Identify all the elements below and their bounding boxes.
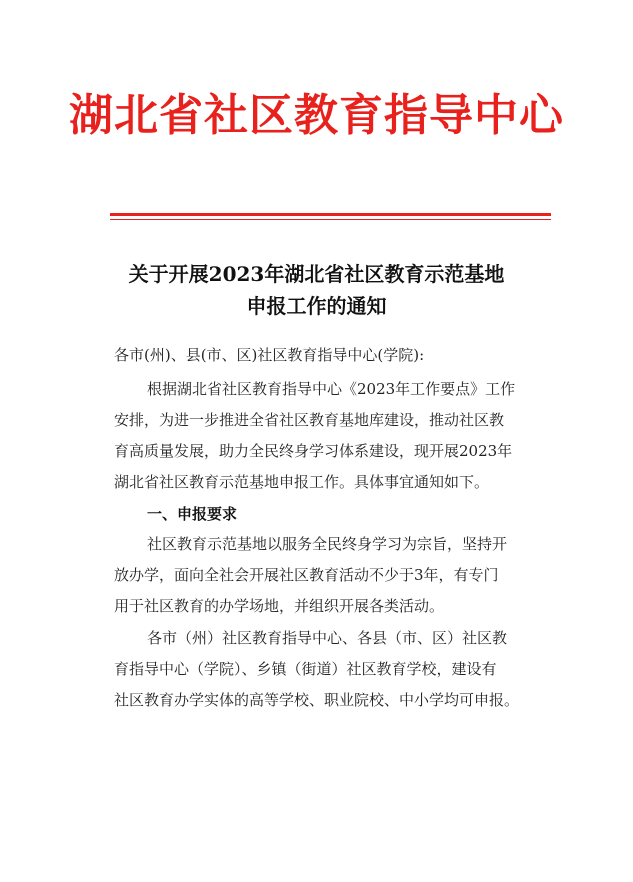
para2-line-1: 各市（州）社区教育指导中心、各县（市、区）社区教 — [147, 629, 508, 647]
intro-line-1: 根据湖北省社区教育指导中心《2023年工作要点》工作 — [147, 380, 516, 398]
notice-title-line-1: 关于开展2023年湖北省社区教育示范基地 — [128, 262, 505, 286]
intro-line-2: 安排，为进一步推进全省社区教育基地库建设，推动社区教 — [114, 411, 505, 429]
notice-title-line-2: 申报工作的通知 — [246, 294, 387, 318]
para2-line-3: 社区教育办学实体的高等学校、职业院校、中小学均可申报。 — [114, 691, 520, 709]
intro-line-3: 育高质量发展，助力全民终身学习体系建设，现开展2023年 — [114, 442, 513, 460]
para1-line-3: 用于社区教育的办学场地，并组织开展各类活动。 — [114, 597, 445, 615]
para1-line-2: 放办学，面向全社会开展社区教育活动不少于3年，有专门 — [114, 566, 499, 584]
salutation: 各市(州)、县(市、区)社区教育指导中心(学院): — [114, 346, 425, 364]
section-heading: 一、申报要求 — [147, 505, 238, 523]
intro-line-4: 湖北省社区教育示范基地申报工作。具体事宜通知如下。 — [114, 473, 490, 491]
para2-line-2: 育指导中心（学院）、乡镇（街道）社区教育学校，建设有 — [114, 660, 497, 678]
para1-line-1: 社区教育示范基地以服务全民终身学习为宗旨，坚持开 — [147, 535, 508, 553]
masthead-rule-thick — [110, 213, 551, 216]
masthead-rule-thin — [110, 219, 551, 220]
masthead-title: 湖北省社区教育指导中心 — [69, 90, 564, 141]
